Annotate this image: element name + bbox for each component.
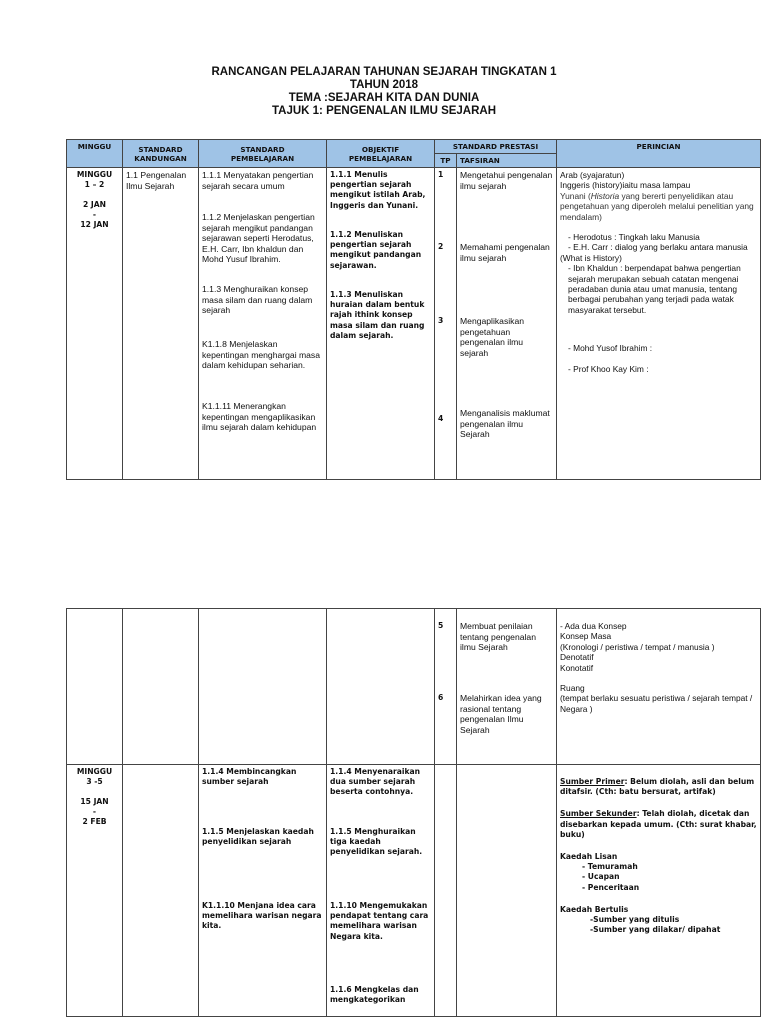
perincian-inggeris: Inggeris (history)iaitu masa lampau — [560, 180, 691, 191]
week-range: 3 -5 — [86, 777, 103, 786]
perincian-dua-konsep: - Ada dua Konsep — [560, 621, 627, 631]
perincian-cell — [557, 168, 761, 480]
tafsiran-cell — [457, 168, 557, 480]
op-1-1-2: 1.1.2 Menuliskan pengertian sejarah mengikut pandangan sejarawan. — [330, 230, 422, 270]
header-standard-kandungan: STANDARD KANDUNGAN — [123, 140, 199, 168]
tp-number: 3 — [438, 316, 444, 325]
perincian-cell — [557, 765, 761, 1017]
week-3-cell — [67, 765, 123, 1017]
empty-cell — [67, 609, 123, 765]
perincian-kaedah-lisan: Kaedah Lisan — [560, 852, 618, 862]
tp-cell — [435, 609, 457, 765]
date-separator: - — [92, 807, 97, 816]
perincian-herodotus: - Herodotus : Tingkah laku Manusia — [568, 232, 700, 243]
standard-pembelajaran-cell — [199, 168, 327, 480]
sp-1-1-4: 1.1.4 Membincangkan sumber sejarah — [202, 767, 297, 787]
sp-k1-1-10: K1.1.10 Menjana idea cara memelihara warisan negara kita. — [202, 901, 322, 931]
op-1-1-5: 1.1.5 Menghuraikan tiga kaedah penyelidikan sejarah. — [330, 827, 423, 857]
perincian-ucapan: - Ucapan — [582, 872, 620, 882]
perincian-sumber-sekunder: Sumber Sekunder: Telah diolah, dicetak dan disebarkan kepada umum. (Cth: surat khabar, buku) — [560, 809, 757, 839]
perincian-cell — [557, 609, 761, 765]
tafsiran-item: Memahami pengenalan ilmu sejarah — [460, 242, 550, 263]
perincian-penceritaan: - Penceritaan — [582, 882, 640, 892]
tafsiran-cell — [457, 609, 557, 765]
tp-number: 4 — [438, 414, 444, 423]
perincian-what-is-history: (What is History) — [560, 252, 622, 263]
perincian-kronologi: (Kronologi / peristiwa / tempat / manusia ) — [560, 641, 715, 652]
tafsiran-item: Mengaplikasikan pengetahuan pengenalan ilmu sejarah — [460, 316, 525, 358]
title-line-2: TAHUN 2018 — [349, 79, 419, 91]
perincian-eh-carr: - E.H. Carr : dialog yang berlaku antara manusia — [568, 242, 748, 253]
standard-pembelajaran-cell — [199, 765, 327, 1017]
empty-cell — [123, 765, 199, 1017]
perincian-konsep-masa: Konsep Masa — [560, 631, 612, 642]
op-1-1-10: 1.1.10 Mengemukakan pendapat tentang cara memelihara warisan Negara kita. — [330, 901, 429, 941]
perincian-kaedah-bertulis: Kaedah Bertulis — [560, 904, 629, 914]
header-perincian: PERINCIAN — [557, 140, 761, 168]
tafsiran-item: Melahirkan idea yang rasional tentang pengenalan Ilmu Sejarah — [460, 693, 542, 735]
perincian-sumber-ditulis: -Sumber yang ditulis — [590, 915, 680, 925]
standard-kandungan-cell: 1.1 Pengenalan Ilmu Sejarah — [123, 168, 199, 480]
title-line-1: RANCANGAN PELAJARAN TAHUNAN SEJARAH TINGKATAN 1 — [211, 66, 557, 78]
perincian-temuramah: - Temuramah — [582, 862, 638, 872]
perincian-ruang-detail: (tempat berlaku sesuatu peristiwa / sejarah tempat / Negara ) — [560, 693, 753, 714]
header-standard-prestasi: STANDARD PRESTASI — [435, 140, 557, 154]
empty-cell — [435, 765, 457, 1017]
objektif-pembelajaran-cell — [327, 168, 435, 480]
document-title — [0, 66, 768, 118]
title-line-4: TAJUK 1: PENGENALAN ILMU SEJARAH — [271, 105, 497, 117]
objektif-pembelajaran-cell — [327, 765, 435, 1017]
week-start-date: 2 JAN — [83, 200, 106, 209]
perincian-konotatif: Konotatif — [560, 662, 594, 673]
header-objektif-pembelajaran: OBJEKTIF PEMBELAJARAN — [327, 140, 435, 168]
tp-cell — [435, 168, 457, 480]
date-separator: - — [92, 210, 97, 219]
tp-number: 6 — [438, 693, 444, 702]
perincian-sumber-dilakar: -Sumber yang dilakar/ dipahat — [590, 925, 721, 935]
perincian-mohd-yusof: - Mohd Yusof Ibrahim : — [568, 343, 653, 354]
title-line-3: TEMA :SEJARAH KITA DAN DUNIA — [288, 92, 480, 104]
perincian-ruang: Ruang — [560, 683, 585, 694]
op-1-1-4: 1.1.4 Menyenaraikan dua sumber sejarah beserta contohnya. — [330, 767, 421, 797]
sp-1-1-1: 1.1.1 Menyatakan pengertian sejarah secara umum — [202, 170, 314, 191]
sp-k1-1-11: K1.1.11 Menerangkan kepentingan mengaplikasikan ilmu sejarah dalam kehidupan — [202, 401, 317, 433]
header-minggu: MINGGU — [67, 140, 123, 168]
sp-1-1-2: 1.1.2 Menjelaskan pengertian sejarah mengikut pandangan sejarawan seperti Herodatus, E.H. Carr, Ibn khaldun dan Mohd Yusuf Ibrahim. — [202, 212, 315, 265]
week-label: MINGGU — [76, 767, 113, 776]
op-1-1-6: 1.1.6 Mengkelas dan mengkategorikan — [330, 985, 419, 1005]
tafsiran-item: Mengetahui pengenalan ilmu sejarah — [460, 170, 553, 191]
header-tafsiran: TAFSIRAN — [457, 154, 557, 168]
empty-cell — [457, 765, 557, 1017]
empty-cell — [123, 609, 199, 765]
tp-number: 2 — [438, 242, 444, 251]
perincian-arab: Arab (syajaratun) — [560, 170, 625, 180]
op-1-1-3: 1.1.3 Menuliskan huraian dalam bentuk rajah ithink konsep masa silam dan ruang dalam sejarah. — [330, 290, 425, 340]
sp-1-1-3: 1.1.3 Menghuraikan konsep masa silam dan ruang dalam sejarah — [202, 284, 313, 316]
week-label: MINGGU — [76, 170, 113, 179]
empty-cell — [327, 609, 435, 765]
tafsiran-item: Menganalisis maklumat pengenalan ilmu Sejarah — [460, 408, 550, 440]
sp-k1-1-8: K1.1.8 Menjelaskan kepentingan menghargai masa dalam kehidupan seharian. — [202, 339, 321, 371]
week-1-cell — [67, 168, 123, 480]
tp-number: 5 — [438, 621, 444, 630]
perincian-khoo-kay-kim: - Prof Khoo Kay Kim : — [568, 363, 649, 374]
perincian-ibn-khaldun: - Ibn Khaldun : berpendapat bahwa pengertian sejarah merupakan sebuah catatan mengenai peradaban dunia atau umat manusia, tentang berbagai perubahan yang terjadi pada watak masyarakat tersebut. — [568, 263, 741, 315]
perincian-yunani: Yunani (Historia yang bererti penyelidikan atau pengetahuan yang diperoleh melalui penelitian yang mendalam) — [560, 190, 754, 222]
header-tp: TP — [435, 154, 457, 168]
perincian-denotatif: Denotatif — [560, 652, 594, 663]
lesson-plan-table-continued — [66, 608, 761, 1017]
week-end-date: 2 FEB — [82, 817, 107, 826]
header-standard-pembelajaran: STANDARD PEMBELAJARAN — [199, 140, 327, 168]
op-1-1-1: 1.1.1 Menulis pengertian sejarah mengikut istilah Arab, Inggeris dan Yunani. — [330, 170, 426, 210]
empty-cell — [199, 609, 327, 765]
perincian-sumber-primer: Sumber Primer: Belum diolah, asli dan belum ditafsir. (Cth: batu bersurat, artifak) — [560, 777, 755, 797]
week-start-date: 15 JAN — [80, 797, 109, 806]
tafsiran-item: Membuat penilaian tentang pengenalan ilmu Sejarah — [460, 621, 536, 653]
tp-number: 1 — [438, 170, 444, 179]
week-range: 1 – 2 — [84, 180, 105, 189]
lesson-plan-table-week-1 — [66, 139, 761, 480]
sp-1-1-5: 1.1.5 Menjelaskan kaedah penyelidikan sejarah — [202, 827, 314, 847]
week-end-date: 12 JAN — [80, 220, 109, 229]
